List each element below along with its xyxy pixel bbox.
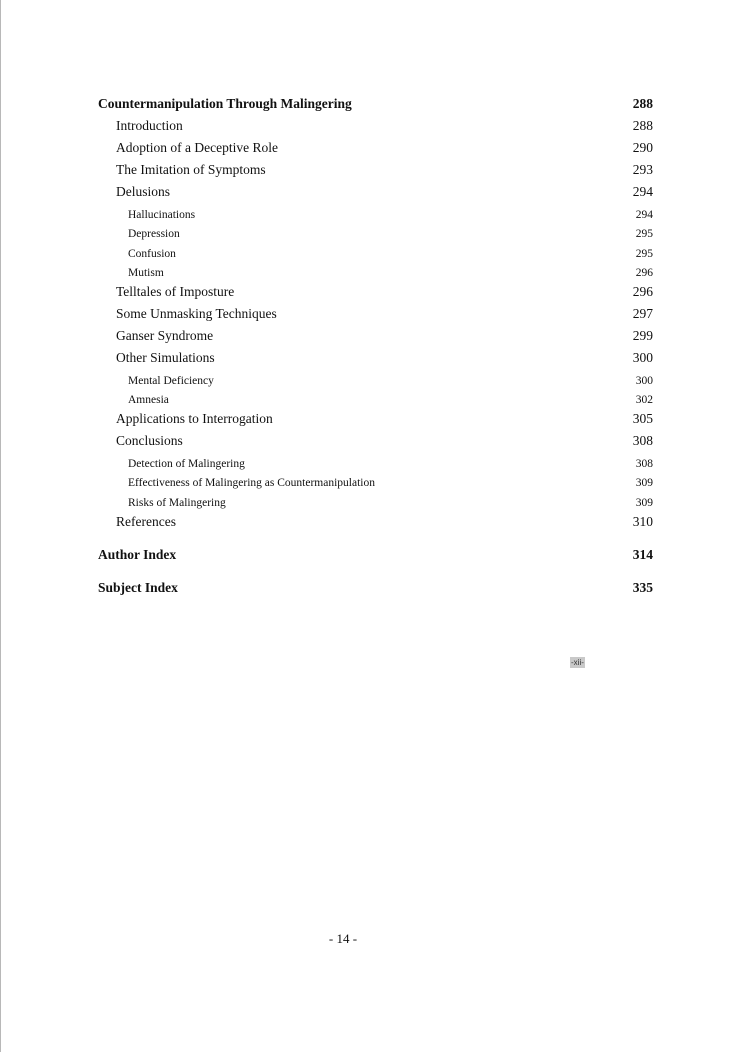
toc-entry <box>98 567 653 600</box>
toc-entry <box>98 304 653 326</box>
toc-entry <box>98 243 653 263</box>
toc-entry-title: Hallucinations <box>128 208 196 221</box>
toc-entry-page: 296 <box>632 284 653 299</box>
toc-entry-page: 308 <box>635 457 653 470</box>
toc-entry <box>98 534 653 567</box>
toc-entry-page: 288 <box>632 96 653 111</box>
table-of-contents <box>98 94 653 600</box>
toc-entry-title: Other Simulations <box>116 350 215 365</box>
toc-entry <box>98 492 653 512</box>
toc-entry <box>98 182 653 204</box>
toc-entry-title: Effectiveness of Malingering as Countermanipulation <box>128 477 375 489</box>
toc-entry-title: Author Index <box>98 546 177 562</box>
toc-entry-page: 299 <box>632 328 653 343</box>
page-left-edge <box>0 0 1 1052</box>
toc-entry-title: Risks of Malingering <box>128 496 226 509</box>
toc-entry-title: References <box>116 513 176 529</box>
toc-entry-page: 300 <box>632 350 653 365</box>
toc-entry <box>98 138 653 160</box>
toc-entry <box>98 263 653 283</box>
toc-entry <box>98 160 653 182</box>
toc-entry <box>98 348 653 370</box>
toc-entry-page: 294 <box>635 208 653 221</box>
toc-entry-title: Introduction <box>116 118 183 133</box>
page-number: - 14 - <box>328 931 358 946</box>
toc-entry <box>98 431 653 453</box>
toc-entry <box>98 224 653 244</box>
toc-entry-page: 309 <box>635 477 653 489</box>
toc-entry <box>98 116 653 138</box>
toc-entry-page: 296 <box>635 267 653 279</box>
toc-entry-title: Amnesia <box>128 394 169 406</box>
toc-entry-title: Delusions <box>116 184 170 199</box>
toc-entry <box>98 409 653 431</box>
toc-entry-page: 309 <box>635 496 653 509</box>
toc-entry-page: 314 <box>632 546 653 562</box>
toc-entry-page: 302 <box>635 394 653 406</box>
toc-entry <box>98 512 653 534</box>
toc-entry-page: 293 <box>632 162 653 177</box>
toc-entry <box>98 94 653 116</box>
toc-entry <box>98 390 653 410</box>
toc-entry-title: Adoption of a Deceptive Role <box>116 140 278 155</box>
toc-entry-title: Mutism <box>128 267 164 279</box>
toc-entry-title: Conclusions <box>116 433 183 448</box>
toc-entry-page: 295 <box>635 228 653 240</box>
toc-entry-title: Telltales of Imposture <box>116 284 235 299</box>
toc-entry-title: Depression <box>128 228 180 240</box>
toc-entry <box>98 282 653 304</box>
roman-page-label: -xii- <box>571 658 584 667</box>
toc-entry-page: 288 <box>632 118 653 133</box>
toc-entry-title: Some Unmasking Techniques <box>116 306 277 321</box>
toc-entry-title: Mental Deficiency <box>128 374 214 387</box>
toc-entry-title: Ganser Syndrome <box>116 328 214 343</box>
toc-entry-page: 290 <box>632 140 653 155</box>
toc-entry-title: The Imitation of Symptoms <box>116 162 266 177</box>
toc-entry-page: 300 <box>635 374 653 387</box>
toc-entry <box>98 326 653 348</box>
toc-entry-title: Subject Index <box>98 579 178 595</box>
toc-entry-title: Detection of Malingering <box>128 457 245 470</box>
toc-entry-page: 295 <box>635 247 653 260</box>
toc-entry-page: 335 <box>632 579 653 595</box>
toc-entry-title: Applications to Interrogation <box>116 411 273 426</box>
toc-entry <box>98 473 653 493</box>
toc-entry <box>98 370 653 390</box>
toc-entry-page: 310 <box>632 513 653 529</box>
toc-entry-page: 294 <box>632 184 653 199</box>
toc-entry-page: 305 <box>632 411 653 426</box>
toc-entry-title: Countermanipulation Through Malingering <box>98 96 352 111</box>
toc-entry <box>98 453 653 473</box>
toc-entry <box>98 204 653 224</box>
toc-entry-title: Confusion <box>128 247 176 260</box>
toc-entry-page: 297 <box>632 306 653 321</box>
toc-entry-page: 308 <box>632 433 653 448</box>
